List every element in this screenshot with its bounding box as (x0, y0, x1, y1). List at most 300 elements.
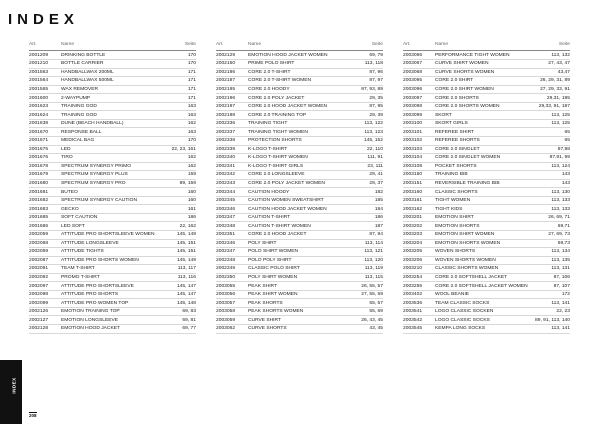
art-number: 2002127 (29, 317, 49, 323)
art-number: 2002346 (216, 240, 236, 246)
table-row (29, 77, 196, 86)
art-number: 2001671 (29, 138, 49, 144)
product-name: CORE 2.0 POLY JACKET WOMEN (248, 180, 325, 186)
table-row (403, 282, 570, 291)
art-number: 2003101 (403, 129, 423, 135)
table-row (29, 171, 196, 180)
product-name: ATTITUDE PRO SHORTSLEEVE (61, 283, 134, 289)
page-ref: 171 (187, 86, 196, 92)
art-number: 2003162 (403, 206, 423, 212)
art-number: 2002347 (216, 215, 236, 221)
product-name: PERFORMANCE TIGHT WOMEN (435, 52, 510, 58)
art-number: 2001679 (29, 172, 49, 178)
header-name: Name (61, 42, 75, 48)
page-ref: 87,91, 99 (549, 155, 570, 161)
product-name: CORE 2.0 HOOD JACKET (248, 232, 307, 238)
product-name: K-LOGO T-SHIRT GIRLS (248, 163, 304, 169)
art-number: 2002349 (216, 266, 236, 272)
product-name: CURVE SHIRT (248, 317, 281, 323)
table-row (216, 222, 383, 231)
art-number: 2003056 (216, 292, 236, 298)
art-number: 2002087 (29, 257, 49, 263)
table-row (29, 120, 196, 129)
product-name: ATTITUDE PRO WOMEN TOP (61, 300, 129, 306)
table-row (29, 111, 196, 120)
table-row (216, 86, 383, 95)
page-ref: 111, 91 (367, 155, 383, 161)
table-row (403, 86, 570, 95)
column-header (403, 40, 570, 51)
header-art: Art. (216, 42, 224, 48)
page-ref: 113, 115 (364, 274, 383, 280)
art-number: 2001638 (29, 121, 49, 127)
header-name: Name (435, 42, 449, 48)
table-row (403, 299, 570, 308)
product-name: EMOTION HOOD JACKET WOMEN (248, 52, 328, 58)
art-number: 2002339 (216, 146, 236, 152)
table-row (216, 137, 383, 146)
art-number: 2002198 (216, 112, 236, 118)
page-ref: 113, 122 (364, 121, 383, 127)
product-name: BOTTLE CARRIER (61, 61, 104, 67)
product-name: SOFT CAUTION (61, 215, 98, 221)
page-ref: 22, 23 (556, 309, 570, 315)
product-name: POLO POLY SHIRT (248, 257, 292, 263)
page-ref: 113, 125 (551, 112, 570, 118)
page-ref: 69, 79 (369, 52, 383, 58)
art-number: 2002351 (216, 232, 236, 238)
page-ref: 186 (374, 215, 383, 221)
product-name: EMOTION LONGSLEEVE (61, 317, 119, 323)
product-name: CORE 2.0 POLY JACKET (248, 95, 305, 101)
table-row (29, 60, 196, 69)
page-ref: 87, 95 (369, 104, 383, 110)
art-number: 2003066 (403, 52, 423, 58)
art-number: 2002350 (216, 274, 236, 280)
table-row (29, 197, 196, 206)
product-name: ATTITUDE PRO SHORTSLEEVE WOMEN (61, 232, 155, 238)
header-name: Name (248, 42, 262, 48)
page-ref: 171 (187, 69, 196, 75)
art-number: 2001624 (29, 112, 49, 118)
product-name: CORE 2.0 SOFTSHELL JACKET WOMEN (435, 283, 528, 289)
page-ref: 113, 114 (364, 240, 383, 246)
art-number: 2003100 (403, 121, 423, 127)
table-row (216, 77, 383, 86)
product-name: TRAINING TIGHT (248, 121, 288, 127)
product-name: SKORT (435, 112, 452, 118)
table-row (29, 240, 196, 249)
art-number: 2001678 (29, 163, 49, 169)
product-name: CORE 2.0 SOFTSHELL JACKET (435, 274, 508, 280)
page-ref: 87, 96 (369, 69, 383, 75)
page-ref: 160 (187, 189, 196, 195)
art-number: 2001563 (29, 69, 49, 75)
table-row (29, 222, 196, 231)
art-number: 2002346 (216, 206, 236, 212)
table-row (29, 69, 196, 78)
product-name: EMOTION SHORTS WOMEN (435, 240, 501, 246)
product-name: CORE 2.0 HOODY (248, 86, 290, 92)
page-ref: 162 (187, 163, 196, 169)
column-header (29, 40, 196, 51)
table-row (403, 146, 570, 155)
header-art: Art. (29, 42, 37, 48)
art-number: 2002348 (216, 257, 236, 263)
table-row (403, 205, 570, 214)
table-row (29, 257, 196, 266)
product-name: TIGHT WOMEN (435, 198, 471, 204)
table-row (216, 308, 383, 317)
page-ref: 145, 147 (176, 283, 196, 289)
page-ref: 27, 43, 47 (548, 61, 570, 67)
page-ref: 27, 29, 33, 91 (540, 86, 570, 92)
table-row (403, 248, 570, 257)
page-ref: 65 (564, 138, 570, 144)
table-row (403, 120, 570, 129)
page-ref: 172 (561, 292, 570, 298)
page-ref: 69, 81 (182, 317, 196, 323)
art-number: 2003062 (216, 326, 236, 332)
table-row (216, 240, 383, 249)
art-number: 2001676 (29, 155, 49, 161)
page-ref: 69, 83 (182, 309, 196, 315)
table-row (216, 316, 383, 325)
art-number: 2002091 (29, 266, 49, 272)
table-row (216, 163, 383, 172)
page-ref: 29,31, 195 (546, 95, 570, 101)
art-number: 2003161 (403, 198, 423, 204)
art-number: 2001670 (29, 129, 49, 135)
product-name: CORE 2.0 SHIRT (435, 78, 474, 84)
page-ref: 26, 55, 57 (361, 283, 383, 289)
page-ref: 113, 119 (364, 266, 383, 272)
table-row (403, 291, 570, 300)
page-ref: 113, 134 (551, 249, 570, 255)
page-ref: 160 (187, 198, 196, 204)
page-ref: 69, 77 (182, 326, 196, 332)
table-row (403, 94, 570, 103)
table-row (29, 128, 196, 137)
product-name: BUTEO (61, 189, 78, 195)
table-row (403, 197, 570, 206)
art-number: 2002336 (216, 121, 236, 127)
art-number: 2003536 (403, 300, 423, 306)
page-ref: 113, 125 (551, 121, 570, 127)
art-number: 2001210 (29, 61, 49, 67)
page-ref: 87, 94 (369, 232, 383, 238)
page-ref: 145, 149 (176, 232, 196, 238)
page-ref: 143 (561, 172, 570, 178)
art-number: 2001623 (29, 104, 49, 110)
product-name: PROMO T-SHIRT (61, 274, 100, 280)
table-row (216, 214, 383, 223)
index-column-3 (403, 40, 570, 334)
product-name: K-LOGO T-SHIRT (248, 146, 288, 152)
page-ref: 170 (187, 52, 196, 58)
table-row (216, 257, 383, 266)
art-number: 2002129 (216, 52, 236, 58)
art-number: 2002341 (216, 163, 236, 169)
product-name: CLASSIC SHORTS (435, 189, 478, 195)
table-row (29, 231, 196, 240)
table-row (403, 52, 570, 61)
table-row (216, 120, 383, 129)
product-name: LOGO CLASSIC SOCKS (435, 317, 490, 323)
table-row (403, 316, 570, 325)
product-name: DRINKING BOTTLE (61, 52, 106, 58)
page-ref: 43, 45 (369, 326, 383, 332)
art-number: 2001681 (29, 189, 49, 195)
page-ref: 87, 93, 89 (361, 86, 383, 92)
table-row (216, 231, 383, 240)
page-ref: 43,47 (557, 69, 570, 75)
product-name: HANDBALLWAX 500ML (61, 78, 114, 84)
page-ref: 113, 120 (364, 257, 383, 263)
table-row (216, 197, 383, 206)
table-row (29, 248, 196, 257)
page-title: INDEX (8, 11, 79, 28)
column-header (216, 40, 383, 51)
table-row (29, 146, 196, 155)
art-number: 2003150 (403, 172, 423, 178)
art-number: 2002337 (216, 129, 236, 135)
product-name: PROTECTION SHORTS (248, 138, 302, 144)
art-number: 2002128 (29, 326, 49, 332)
art-number: 2002348 (216, 223, 236, 229)
page-ref: 27, 69, 73 (548, 232, 570, 238)
index-columns (29, 40, 570, 334)
table-row (403, 171, 570, 180)
product-name: PEAK SHORTS (248, 300, 283, 306)
product-name: MEDICAL BAG (61, 138, 95, 144)
table-row (403, 231, 570, 240)
product-name: CORE 2.0 SINGLET WOMEN (435, 155, 501, 161)
art-number: 2003057 (216, 300, 236, 306)
product-name: EMOTION SHORTS (435, 223, 480, 229)
page-ref: 170 (187, 138, 196, 144)
index-column-2 (216, 40, 383, 334)
page-ref: 145, 149 (176, 257, 196, 263)
page-ref: 145, 151 (176, 240, 196, 246)
table-row (403, 240, 570, 249)
art-number: 2003254 (403, 274, 423, 280)
table-row (403, 188, 570, 197)
table-row (403, 154, 570, 163)
table-row (29, 94, 196, 103)
page-ref: 187 (374, 223, 383, 229)
product-name: DUNE (BEACH HANDBALL) (61, 121, 124, 127)
art-number: 2002186 (216, 69, 236, 75)
page-ref: 26, 69, 71 (548, 215, 570, 221)
product-name: SKORT GIRLS (435, 121, 468, 127)
art-number: 2002092 (29, 274, 49, 280)
page-ref: 143 (561, 180, 570, 186)
art-number: 2002069 (29, 249, 49, 255)
product-name: TIRO (61, 155, 73, 161)
page-ref: 113, 141 (551, 300, 570, 306)
page-ref: 29, 35 (369, 95, 383, 101)
table-row (216, 274, 383, 283)
page-ref: 27, 55, 59 (361, 292, 383, 298)
art-number: 2003096 (403, 86, 423, 92)
product-name: SPECTRUM SYNERGY PRIMO (61, 163, 132, 169)
art-number: 2002197 (216, 104, 236, 110)
page-ref: 87, 97 (369, 78, 383, 84)
header-seite: Seite (184, 42, 196, 48)
product-name: SPECTRUM SYNERGY PLUS (61, 172, 128, 178)
table-row (29, 291, 196, 300)
page-ref: 113, 116 (177, 274, 196, 280)
product-name: LED SOFT (61, 223, 85, 229)
side-tab-label: INDEX (11, 377, 17, 394)
art-number: 2002059 (29, 232, 49, 238)
art-number: 2002126 (29, 309, 49, 315)
table-row (403, 111, 570, 120)
table-row (403, 214, 570, 223)
art-number: 2003095 (403, 78, 423, 84)
art-number: 2001565 (29, 86, 49, 92)
art-number: 2003104 (403, 155, 423, 161)
table-row (29, 86, 196, 95)
page-ref: 22, 110 (367, 146, 383, 152)
art-number: 2003201 (403, 215, 423, 221)
table-row (403, 69, 570, 78)
index-column-1 (29, 40, 196, 334)
art-number: 2003202 (403, 223, 423, 229)
art-number: 2003099 (403, 112, 423, 118)
page-ref: 163 (187, 112, 196, 118)
table-row (216, 171, 383, 180)
table-row (29, 282, 196, 291)
header-seite: Seite (371, 42, 383, 48)
page-ref: 163 (187, 129, 196, 135)
art-number: 2001680 (29, 180, 49, 186)
product-name: CAUTION T-SHIRT (248, 215, 291, 221)
product-name: PRIME POLO SHIRT (248, 61, 295, 67)
table-row (403, 257, 570, 266)
product-name: RESPONSE BALL (61, 129, 102, 135)
art-number: 2003059 (216, 317, 236, 323)
product-name: CORE 2.0 SHIRT WOMEN (435, 86, 494, 92)
art-number: 2001682 (29, 198, 49, 204)
art-number: 2001685 (29, 215, 49, 221)
art-number: 2002342 (216, 172, 236, 178)
product-name: LOGO CLASSIC SOCKEN (435, 309, 494, 315)
page-ref: 69,73 (557, 240, 570, 246)
page-ref: 23, 111 (367, 163, 383, 169)
table-row (29, 103, 196, 112)
product-name: TEAM T-SHIRT (61, 266, 95, 272)
art-number: 2003204 (403, 240, 423, 246)
product-name: POCKET SHORTS (435, 163, 477, 169)
page-ref: 113, 117 (177, 266, 196, 272)
product-name: EMOTION SHIRT (435, 215, 474, 221)
art-number: 2003402 (403, 292, 423, 298)
art-number: 2003203 (403, 232, 423, 238)
page-ref: 87, 107 (553, 283, 570, 289)
table-row (29, 299, 196, 308)
product-name: CORE 2.0 HOOD JACKET WOMEN (248, 104, 327, 110)
art-number: 2003102 (403, 138, 423, 144)
art-number: 2001209 (29, 52, 49, 58)
product-name: SPECTRUM SYNERGY PRO (61, 180, 126, 186)
art-number: 2002196 (216, 95, 236, 101)
table-row (216, 299, 383, 308)
product-name: ATTITUDE PRO SHORTS (61, 292, 119, 298)
page-ref: 22, 162 (179, 223, 196, 229)
art-number: 2002099 (29, 300, 49, 306)
product-name: PEAK SHIRT (248, 283, 277, 289)
product-name: SPECTRUM SYNERGY CAUTION (61, 198, 137, 204)
page-ref: 113, 124 (551, 163, 570, 169)
table-row (29, 316, 196, 325)
art-number: 2001686 (29, 223, 49, 229)
table-row (29, 163, 196, 172)
art-number: 2002195 (216, 86, 236, 92)
art-number: 2003255 (403, 283, 423, 289)
art-number: 2003055 (216, 283, 236, 289)
product-name: 2-WAYPUMP (61, 95, 91, 101)
table-row (216, 325, 383, 334)
product-name: KEMPA LONG SOCKS (435, 326, 486, 332)
product-name: POLO SHIRT WOMEN (248, 249, 299, 255)
art-number: 2001564 (29, 78, 49, 84)
product-name: CAUTION HOOD JACKET WOMEN (248, 206, 327, 212)
page-ref: 89, 91, 113, 140 (535, 317, 570, 323)
table-row (403, 103, 570, 112)
product-name: POLY SHIRT WOMEN (248, 274, 298, 280)
table-row (29, 214, 196, 223)
page-ref: 184 (374, 206, 383, 212)
product-name: TRAINING TIGHT WOMEN (248, 129, 308, 135)
product-name: POLY SHIRT (248, 240, 277, 246)
page-ref: 113, 135 (551, 257, 570, 263)
product-name: CORE 2.0 SHORTS WOMEN (435, 104, 500, 110)
page-ref: 26, 29, 31, 89 (540, 78, 570, 84)
art-number: 2002344 (216, 189, 236, 195)
product-name: CORE 2.0 TRAINING TOP (248, 112, 307, 118)
product-name: CLASSIC POLO SHIRT (248, 266, 300, 272)
product-name: REFEREE SHIRT (435, 129, 475, 135)
page-ref: 163 (187, 104, 196, 110)
table-row (403, 128, 570, 137)
product-name: CAUTION T-SHIRT WOMEN (248, 223, 311, 229)
product-name: LED (61, 146, 71, 152)
art-number: 2002340 (216, 155, 236, 161)
table-row (216, 188, 383, 197)
product-name: CURVE SHORTS (248, 326, 287, 332)
page-ref: 171 (187, 78, 196, 84)
product-name: TRAINING GOD (61, 104, 97, 110)
table-row (403, 308, 570, 317)
art-number: 2003108 (403, 163, 423, 169)
art-number: 2001683 (29, 206, 49, 212)
art-number: 2002347 (216, 249, 236, 255)
page-ref: 113, 130 (551, 189, 570, 195)
art-number: 2003541 (403, 309, 423, 315)
page-ref: 55, 57 (369, 300, 383, 306)
page-ref: 113, 123 (364, 129, 383, 135)
art-number: 2003151 (403, 180, 423, 186)
table-row (403, 60, 570, 69)
table-row (216, 265, 383, 274)
page-ref: 145, 151 (176, 249, 196, 255)
table-row (216, 52, 383, 61)
product-name: CAUTION HOODY (248, 189, 290, 195)
page-ref: 182 (374, 189, 383, 195)
product-name: TRAINING GOD (61, 112, 97, 118)
